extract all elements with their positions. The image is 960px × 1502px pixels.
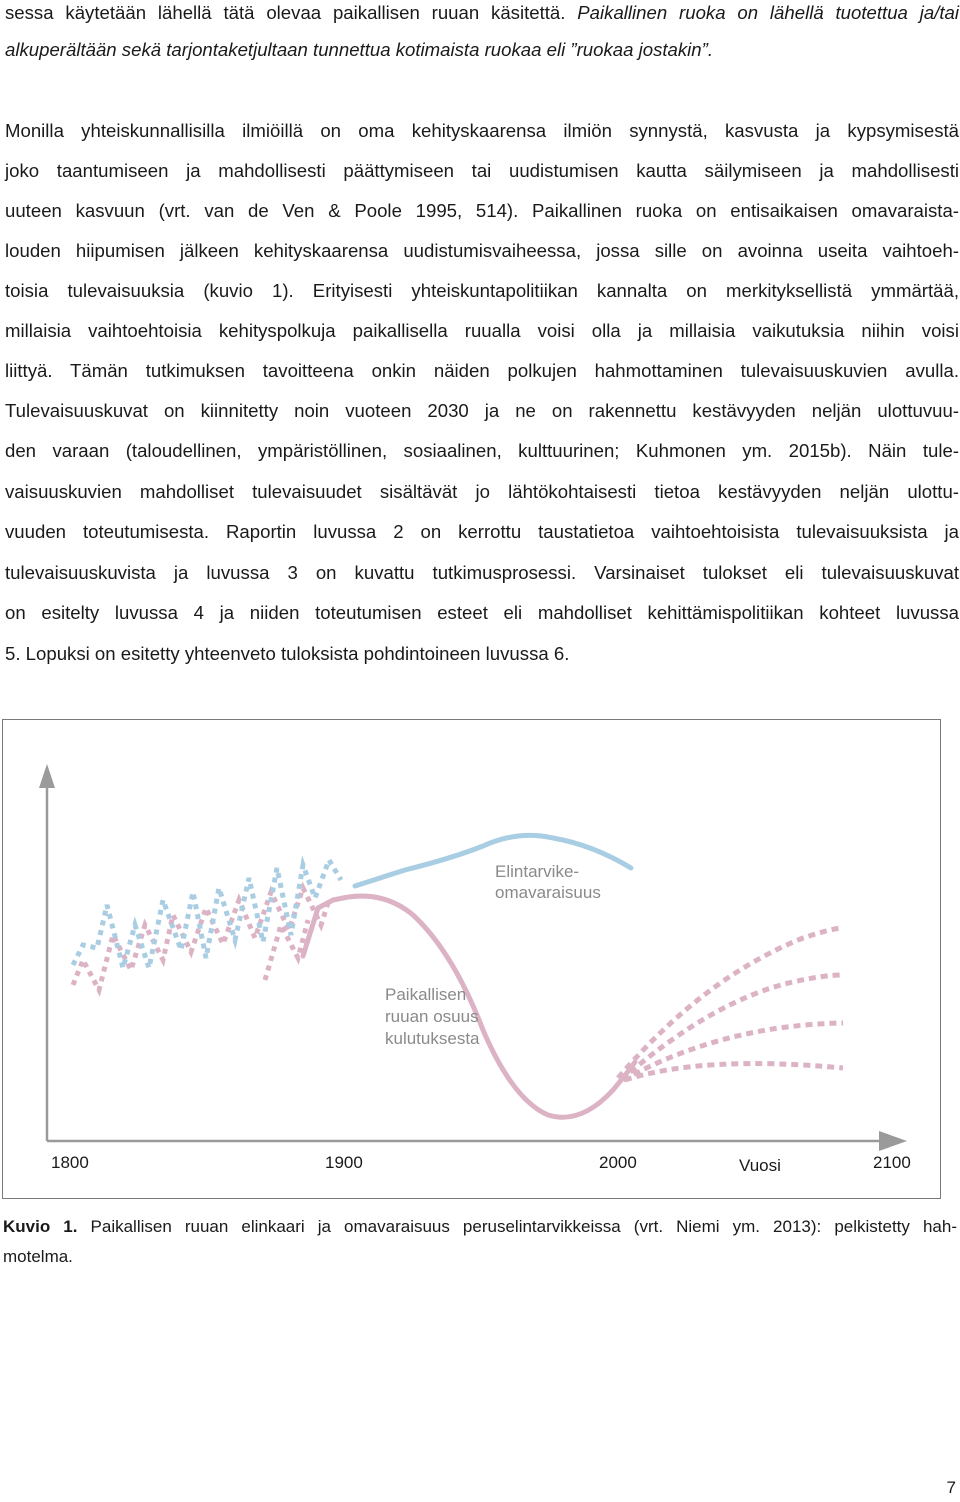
local-food-zigzag (303, 898, 343, 956)
label-local-food-2: ruuan osuus (385, 1007, 479, 1026)
x-axis-arrow (879, 1131, 907, 1151)
label-local-food-1: Paikallisen (385, 985, 467, 1004)
label-self-sufficiency-2: omavaraisuus (495, 883, 601, 902)
y-axis-arrow (39, 764, 55, 788)
paragraph-line: liittyä. Tämän tutkimuksen tavoitteena onkin näiden polkujen hahmottaminen tulevaisuuskuvien avulla. (5, 360, 959, 381)
intro-line-1-italic: Paikallinen ruoka on lähellä tuotettua ja/tai (577, 2, 959, 23)
page-number: 7 (946, 1478, 956, 1497)
paragraph-line: tulevaisuuskuvista ja luvussa 3 on kuvattu tutkimusprosessi. Varsinaiset tulokset eli tulevaisuuskuvat (5, 562, 959, 583)
figure-caption-label: Kuvio 1. (3, 1217, 78, 1236)
label-local-food-3: kulutuksesta (385, 1029, 480, 1048)
x-tick-1900: 1900 (325, 1153, 363, 1172)
paragraph-line: Monilla yhteiskunnallisilla ilmiöillä on oma kehityskaarensa ilmiön synnystä, kasvusta ja kypsymisestä (5, 120, 959, 141)
figure-frame (2, 719, 941, 1199)
x-axis-label: Vuosi (739, 1156, 781, 1175)
paragraph-line: toisia tulevaisuuksia (kuvio 1). Erityisesti yhteiskuntapolitiikan kannalta on merkityksellistä ymmärtää, (5, 280, 959, 301)
x-tick-1800: 1800 (51, 1153, 89, 1172)
future-branch-3 (623, 1023, 843, 1080)
x-tick-2000: 2000 (599, 1153, 637, 1172)
figure-caption-line-2: motelma. (3, 1247, 73, 1266)
paragraph-line: millaisia vaihtoehtoisia kehityspolkuja paikallisella ruualla voisi olla ja millaisia vaikutuksia niihin voisi (5, 320, 959, 341)
intro-line-1 (5, 2, 959, 24)
paragraph-line: on esitelty luvussa 4 ja niiden toteutumisen esteet eli mahdolliset kehittämispolitiikan kohteet luvussa (5, 602, 959, 623)
figure-caption-text: Paikallisen ruuan elinkaari ja omavaraisuus peruselintarvikkeissa (vrt. Niemi ym. 2013): pelkistetty hah- (90, 1217, 957, 1236)
intro-line-2: alkuperältään sekä tarjontaketjultaan tunnettua kotimaista ruokaa eli ”ruokaa jostakin”. (5, 39, 714, 60)
label-self-sufficiency-1: Elintarvike- (495, 862, 580, 881)
x-tick-2100: 2100 (873, 1153, 911, 1172)
self-sufficiency-curve (355, 835, 631, 886)
paragraph-line: joko taantumiseen ja mahdollisesti päättymiseen tai uudistumisen kautta säilymiseen ja mahdollisesti (5, 160, 959, 181)
figure-diagram (3, 720, 942, 1200)
paragraph-line: Tulevaisuuskuvat on kiinnitetty noin vuoteen 2030 ja ne on rakennettu kestävyyden neljän ulottuvuu- (5, 400, 959, 421)
intro-line-1-regular: sessa käytetään lähellä tätä olevaa paikallisen ruuan käsitettä. (5, 2, 566, 23)
paragraph-line: vuuden toteutumisesta. Raportin luvussa 2 on kerrottu taustatietoa vaihtoehtoisista tulevaisuuksista ja (5, 521, 959, 542)
figure-caption-line-1 (3, 1212, 957, 1242)
paragraph-line: vaisuuskuvien mahdolliset tulevaisuudet sisältävät jo lähtökohtaisesti tietoa kestävyyden neljän ulottu- (5, 481, 959, 502)
paragraph-line: louden hiipumisen jälkeen kehityskaarensa uudistumisvaiheessa, jossa sille on avoinna useita vaihtoeh- (5, 240, 959, 261)
paragraph-line: uuteen kasvuun (vrt. van de Ven & Poole 1995, 514). Paikallinen ruoka on entisaikaisen omavaraista- (5, 200, 959, 221)
future-branch-4 (625, 1064, 843, 1080)
paragraph-line: 5. Lopuksi on esitetty yhteenveto tuloksista pohdintoineen luvussa 6. (5, 643, 570, 664)
paragraph-line: den varaan (taloudellinen, ympäristöllinen, sosiaalinen, kulttuurinen; Kuhmonen ym. 2015b). Näin tule- (5, 440, 959, 461)
